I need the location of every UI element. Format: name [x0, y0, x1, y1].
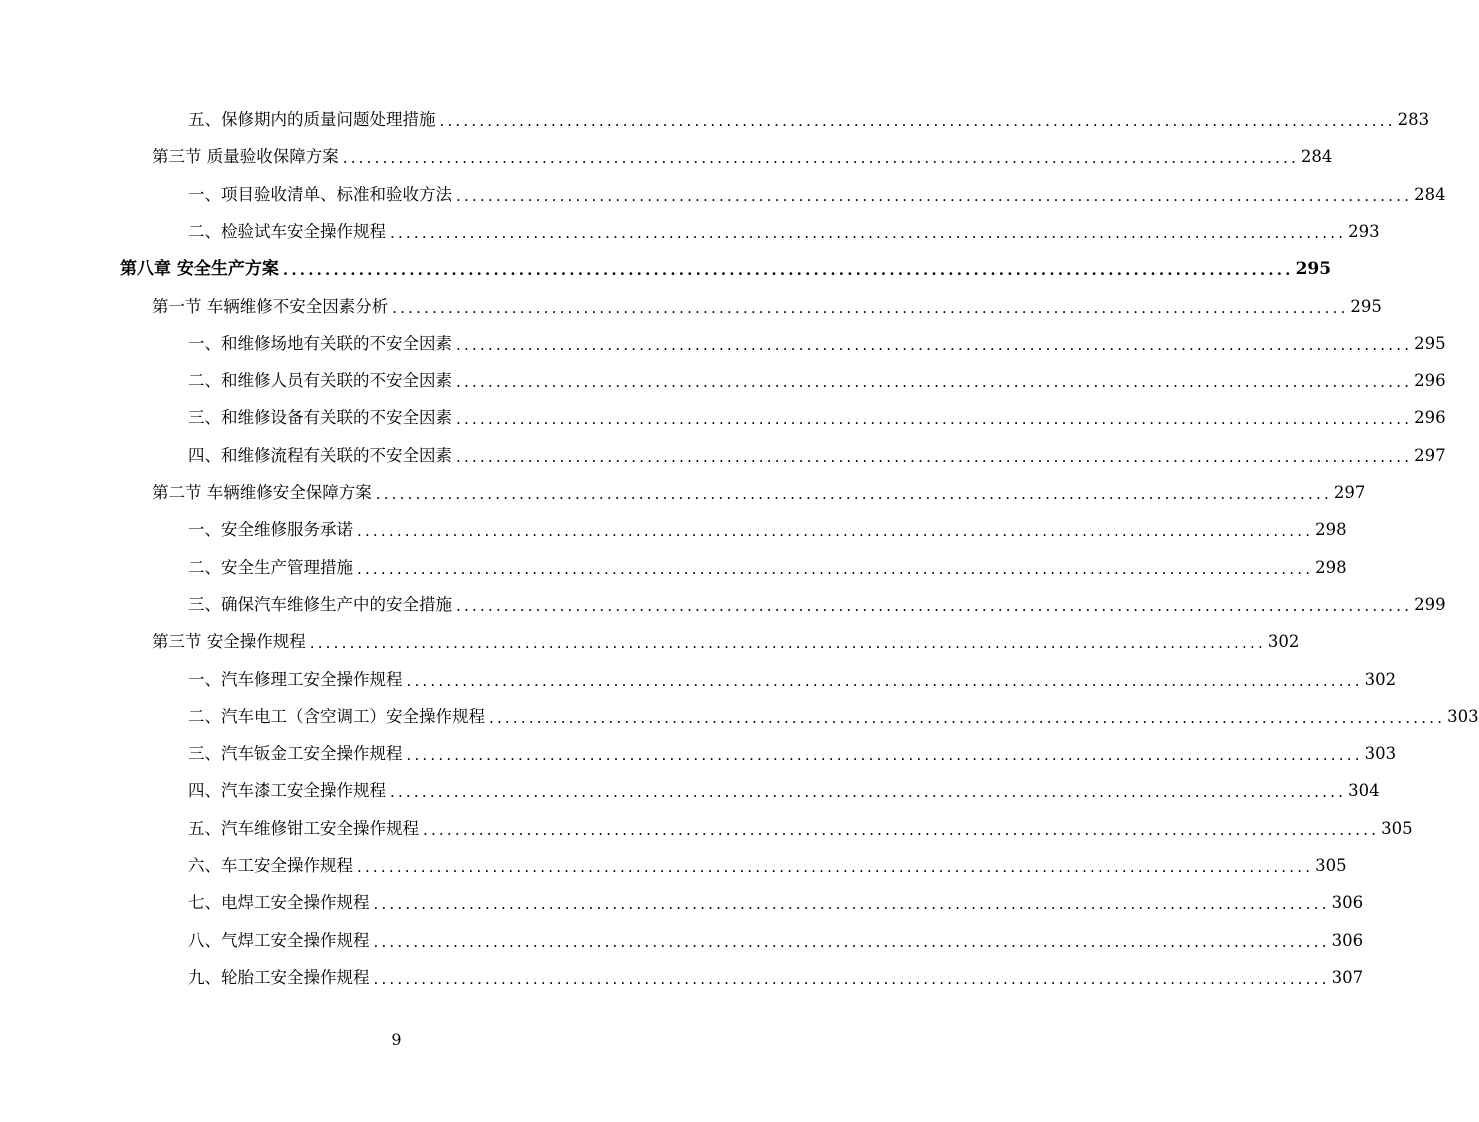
toc-entry[interactable]: [152, 144, 1333, 170]
toc-entry-title: 三、汽车钣金工安全操作规程: [188, 744, 403, 764]
toc-entry-title: 二、和维修人员有关联的不安全因素: [188, 371, 452, 391]
toc-entry[interactable]: [152, 480, 1366, 506]
toc-dot-leader: ........................................................................................................................: [406, 671, 1363, 690]
toc-entry-title: 第一节 车辆维修不安全因素分析: [152, 296, 389, 316]
toc-entry[interactable]: [188, 555, 1347, 581]
toc-entry-title: 一、项目验收清单、标准和验收方法: [188, 184, 452, 204]
toc-entry[interactable]: [120, 256, 1332, 282]
toc-entry-page: 307: [1331, 967, 1364, 987]
toc-entry-title: 第三节 安全操作规程: [152, 632, 306, 652]
toc-dot-leader: ........................................................................................................................: [489, 708, 1446, 727]
toc-entry-page: 296: [1414, 371, 1446, 391]
toc-entry[interactable]: [188, 219, 1380, 245]
toc-dot-leader: ........................................................................................................................: [392, 298, 1349, 317]
toc-entry[interactable]: [188, 517, 1347, 543]
toc-entry-page: 302: [1267, 632, 1300, 652]
toc-entry[interactable]: [188, 853, 1347, 879]
toc-entry-page: 297: [1414, 445, 1446, 465]
toc-entry-page: 295: [1350, 296, 1382, 316]
toc-entry-title: 第八章 安全生产方案: [120, 259, 279, 280]
toc-entry-title: 第二节 车辆维修安全保障方案: [152, 483, 372, 502]
toc-entry-page: 302: [1364, 669, 1397, 689]
toc-entry-page: 284: [1300, 147, 1333, 167]
toc-entry[interactable]: [188, 107, 1430, 133]
toc-entry-title: 四、汽车漆工安全操作规程: [188, 781, 386, 801]
toc-dot-leader: ........................................................................................................................: [373, 932, 1330, 951]
toc-entry[interactable]: [188, 778, 1380, 804]
toc-entry-page: 305: [1381, 818, 1413, 838]
toc-entry-page: 297: [1333, 483, 1366, 502]
toc-entry-title: 二、检验试车安全操作规程: [188, 221, 386, 241]
toc-entry-page: 299: [1414, 594, 1446, 614]
toc-entry-page: 284: [1414, 184, 1446, 204]
toc-entry-page: 306: [1331, 893, 1364, 913]
toc-entry-page: 305: [1315, 856, 1347, 875]
toc-entry-page: 295: [1414, 333, 1446, 353]
toc-entry[interactable]: [188, 704, 1479, 730]
toc-entry-title: 一、汽车修理工安全操作规程: [188, 669, 403, 689]
toc-entry[interactable]: [188, 741, 1397, 767]
toc-dot-leader: ........................................................................................................................: [406, 746, 1363, 765]
toc-entry[interactable]: [188, 443, 1446, 469]
toc-dot-leader: ........................................................................................................................: [456, 596, 1413, 615]
toc-entry-title: 七、电焊工安全操作规程: [188, 893, 370, 913]
toc-entry[interactable]: [188, 667, 1397, 693]
toc-entry-title: 九、轮胎工安全操作规程: [188, 967, 370, 987]
toc-entry-title: 三、和维修设备有关联的不安全因素: [188, 408, 452, 428]
toc-dot-leader: ........................................................................................................................: [456, 335, 1413, 354]
toc-entry-title: 二、汽车电工（含空调工）安全操作规程: [188, 706, 485, 726]
toc-entry-page: 304: [1348, 781, 1380, 801]
toc-dot-leader: ........................................................................................................................: [282, 261, 1294, 280]
toc-entry-page: 298: [1315, 520, 1347, 540]
toc-dot-leader: ........................................................................................................................: [456, 186, 1413, 205]
toc-entry-title: 五、汽车维修钳工安全操作规程: [188, 818, 419, 838]
toc-dot-leader: ........................................................................................................................: [456, 410, 1413, 429]
toc-dot-leader: ........................................................................................................................: [456, 373, 1413, 392]
page-number: 9: [391, 1030, 402, 1049]
toc-entry[interactable]: [188, 368, 1446, 394]
toc-dot-leader: ........................................................................................................................: [390, 223, 1347, 242]
toc-entry-title: 一、安全维修服务承诺: [188, 520, 353, 540]
toc-entry-page: 306: [1331, 930, 1364, 950]
toc-entry-title: 二、安全生产管理措施: [188, 557, 353, 577]
toc-dot-leader: ........................................................................................................................: [309, 634, 1266, 653]
toc-entry[interactable]: [152, 294, 1382, 320]
toc-entry-page: 295: [1295, 259, 1332, 280]
toc-entry[interactable]: [188, 331, 1446, 357]
toc-entry-title: 五、保修期内的质量问题处理措施: [188, 110, 436, 129]
toc-entry[interactable]: [188, 965, 1364, 991]
toc-entry[interactable]: [188, 592, 1446, 618]
toc-entry-title: 四、和维修流程有关联的不安全因素: [188, 445, 452, 465]
toc-entry-title: 六、车工安全操作规程: [188, 856, 353, 875]
toc-entry[interactable]: [188, 816, 1413, 842]
toc-entry-title: 一、和维修场地有关联的不安全因素: [188, 333, 452, 353]
toc-entry-title: 三、确保汽车维修生产中的安全措施: [188, 594, 452, 614]
toc-dot-leader: ........................................................................................................................: [373, 969, 1330, 988]
toc-dot-leader: ........................................................................................................................: [373, 895, 1330, 914]
toc-entry-page: 303: [1447, 706, 1479, 726]
toc-dot-leader: ........................................................................................................................: [357, 559, 1314, 578]
toc-entry[interactable]: [188, 405, 1446, 431]
toc-dot-leader: ........................................................................................................................: [375, 485, 1332, 503]
toc-entry-title: 第三节 质量验收保障方案: [152, 147, 339, 167]
toc-entry-page: 296: [1414, 408, 1446, 428]
toc-entry-title: 八、气焊工安全操作规程: [188, 930, 370, 950]
toc-dot-leader: ........................................................................................................................: [456, 447, 1413, 466]
toc-entry-page: 298: [1315, 557, 1347, 577]
toc-entry-page: 283: [1397, 110, 1430, 129]
toc-dot-leader: ........................................................................................................................: [423, 820, 1380, 839]
toc-dot-leader: ........................................................................................................................: [439, 112, 1396, 130]
toc-entry-page: 293: [1348, 221, 1380, 241]
toc-entry[interactable]: [188, 928, 1364, 954]
toc-entry-page: 303: [1364, 744, 1397, 764]
toc-dot-leader: ........................................................................................................................: [342, 149, 1299, 168]
toc-entry[interactable]: [188, 182, 1446, 208]
toc-entry[interactable]: [188, 890, 1364, 916]
toc-entry[interactable]: [152, 629, 1300, 655]
toc-dot-leader: ........................................................................................................................: [390, 783, 1347, 802]
toc-dot-leader: ........................................................................................................................: [357, 858, 1314, 876]
toc-dot-leader: ........................................................................................................................: [357, 522, 1314, 541]
